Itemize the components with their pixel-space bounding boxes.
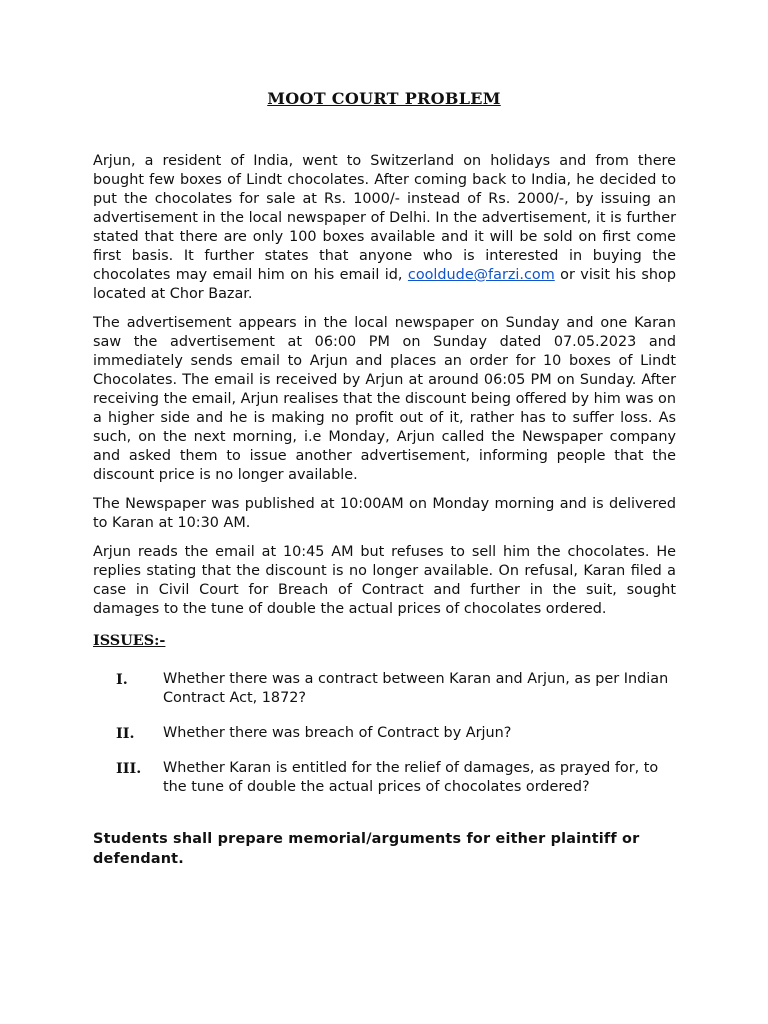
email-link[interactable]: cooldude@farzi.com	[407, 267, 555, 283]
issues-heading: ISSUES:-	[93, 632, 166, 649]
document-body	[93, 152, 676, 869]
closing-instruction: Students shall prepare memorial/arguments for either plaintiff or defendant.	[93, 831, 640, 867]
page-title: MOOT COURT PROBLEM	[267, 89, 501, 108]
issue-item	[116, 724, 676, 743]
issue-text: Whether there was breach of Contract by Arjun?	[163, 725, 512, 741]
issues-list	[93, 670, 676, 797]
issue-text: Whether there was a contract between Karan and Arjun, as per Indian Contract Act, 1872?	[163, 671, 669, 706]
paragraph-1-text: Arjun, a resident of India, went to Switzerland on holidays and from there bought few boxes of Lindt chocolates. After coming back to India, he decided to put the chocolates for sale at Rs. 1000/- instead of Rs. 2000/-, by issuing an advertisement in the local newspaper of Delhi. In the advertisement, it is further stated that there are only 100 boxes available and it will be sold on first come first basis. It further states that anyone who is interested in buying the chocolates may email him on his email id,	[93, 153, 676, 283]
paragraph-4: Arjun reads the email at 10:45 AM but refuses to sell him the chocolates. He replies stating that the discount is no longer available. On refusal, Karan filed a case in Civil Court for Breach of Contract and further in the suit, sought damages to the tune of double the actual prices of chocolates ordered.	[93, 544, 676, 617]
issue-item	[116, 670, 676, 708]
issue-number: III.	[116, 760, 142, 777]
issue-number: II.	[116, 725, 135, 742]
issue-number: I.	[116, 671, 128, 688]
issue-text: Whether Karan is entitled for the relief of damages, as prayed for, to the tune of double the actual prices of chocolates ordered?	[163, 760, 659, 795]
paragraph-1	[93, 152, 676, 304]
paragraph-1-tail: or visit his shop located at Chor Bazar.	[93, 267, 676, 302]
issue-item	[116, 759, 676, 797]
paragraph-3: The Newspaper was published at 10:00AM on Monday morning and is delivered to Karan at 10:30 AM.	[93, 496, 676, 531]
paragraph-2: The advertisement appears in the local newspaper on Sunday and one Karan saw the advertisement at 06:00 PM on Sunday dated 07.05.2023 and immediately sends email to Arjun and places an order for 10 boxes of Lindt Chocolates. The email is received by Arjun at around 06:05 PM on Sunday. After receiving the email, Arjun realises that the discount being offered by him was on a higher side and he is making no profit out of it, rather has to suffer loss. As such, on the next morning, i.e Monday, Arjun called the Newspaper company and asked them to issue another advertisement, informing people that the discount price is no longer available.	[93, 315, 676, 483]
